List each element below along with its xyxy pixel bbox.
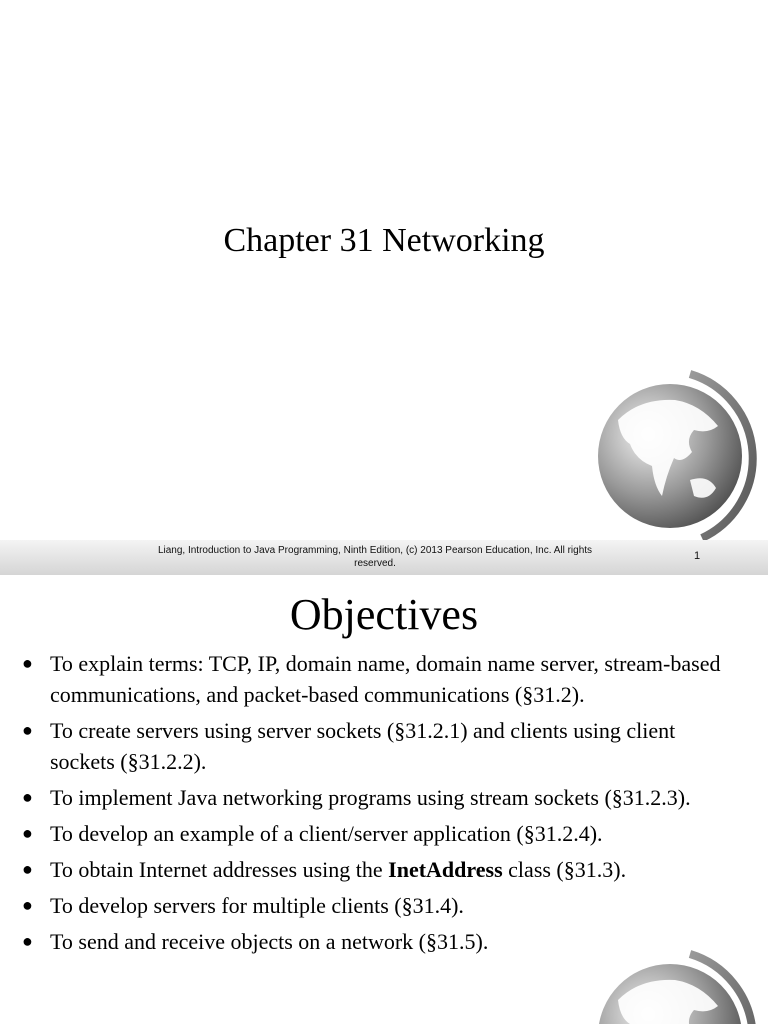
- list-item: [0, 648, 740, 710]
- list-item: [0, 854, 740, 885]
- objective-text-after: class (§31.3).: [502, 857, 627, 882]
- objective-text-before: To obtain Internet addresses using the: [50, 857, 389, 882]
- objectives-list: [0, 648, 740, 962]
- globe-icon: [590, 368, 760, 560]
- page-number: 1: [694, 550, 701, 562]
- objective-text: To create servers using server sockets (§31.2.1) and clients using client sockets (§31.2.2).: [50, 718, 676, 774]
- list-item: [0, 818, 740, 849]
- bullet-icon: ●: [22, 859, 33, 879]
- bullet-icon: ●: [22, 931, 33, 951]
- bullet-icon: ●: [22, 895, 33, 915]
- class-name-inetaddress: InetAddress: [388, 857, 503, 882]
- list-item: [0, 715, 740, 777]
- objective-text: To develop an example of a client/server application (§31.2.4).: [50, 821, 603, 846]
- objective-text: To implement Java networking programs using stream sockets (§31.2.3).: [50, 785, 691, 810]
- footer-copyright: Liang, Introduction to Java Programming, Ninth Edition, (c) 2013 Pearson Education, Inc. All rights reserved.: [157, 545, 593, 569]
- bullet-icon: ●: [22, 787, 33, 807]
- chapter-title: Chapter 31 Networking: [223, 222, 545, 259]
- globe-icon: [590, 948, 760, 1024]
- list-item: [0, 890, 740, 921]
- slide-2: [0, 575, 768, 1024]
- objective-text: To send and receive objects on a network (§31.5).: [50, 929, 489, 954]
- objective-text: To explain terms: TCP, IP, domain name, domain name server, stream-based communications, and packet-based communications (§31.2).: [50, 651, 721, 707]
- list-item: [0, 782, 740, 813]
- objectives-title: Objectives: [289, 590, 479, 639]
- objective-text: To develop servers for multiple clients (§31.4).: [50, 893, 464, 918]
- bullet-icon: ●: [22, 720, 33, 740]
- bullet-icon: ●: [22, 653, 33, 673]
- bullet-icon: ●: [22, 823, 33, 843]
